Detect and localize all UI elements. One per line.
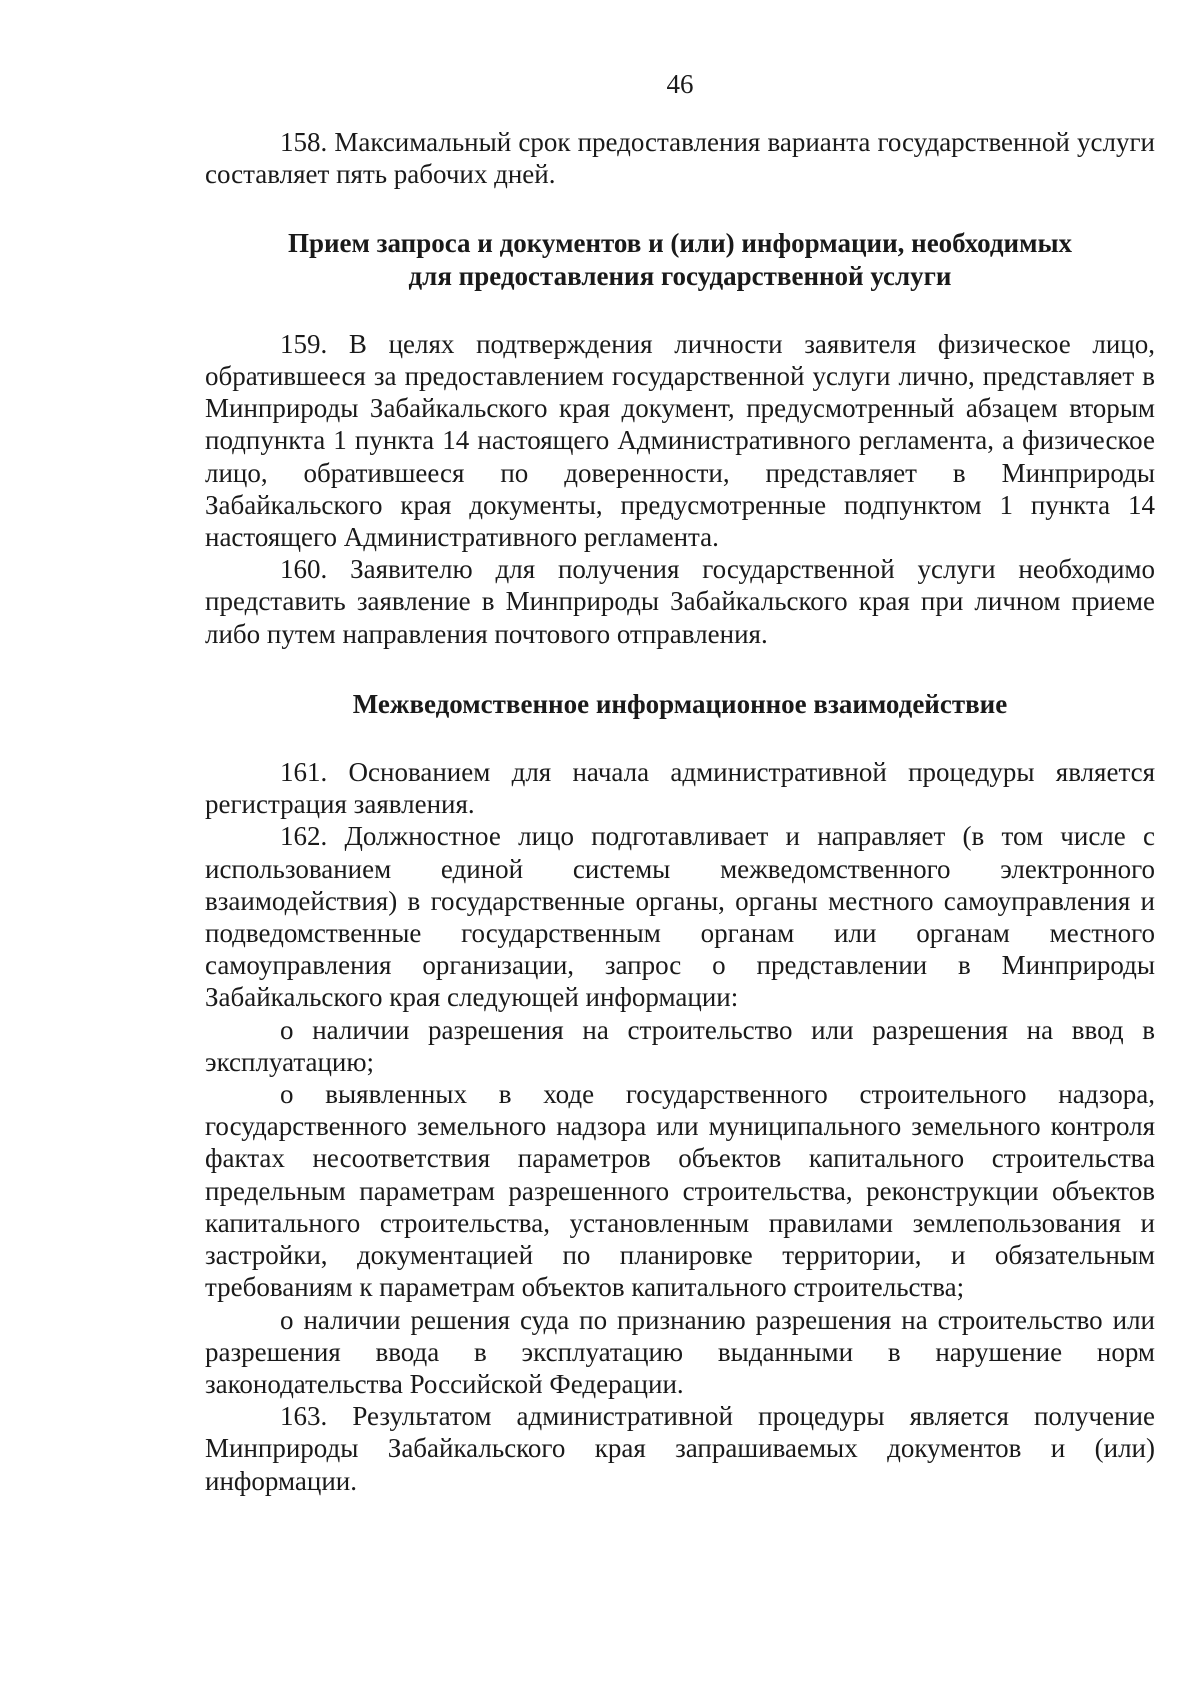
list-item-violations: о выявленных в ходе государственного строительного надзора, государственного земельного надзора или муниципального земельного контроля фактах несоответствия параметров объектов капитального строительства предельным параметрам разрешенного строительства, реконструкции объектов капитального строительства, установленным правилами землепользования и застройки, документацией по планировке территории, и обязательным требованиям к параметрам объектов капитального строительства; xyxy=(205,1079,1155,1303)
heading-line-1: Прием запроса и документов и (или) информации, необходимых xyxy=(287,228,1073,259)
document-body xyxy=(205,126,1155,1497)
section-interagency xyxy=(205,756,1155,1497)
list-item-court-decision: о наличии решения суда по признанию разрешения на строительство или разрешения ввода в эксплуатацию выданными в нарушение норм законодательства Российской Федерации. xyxy=(205,1304,1155,1399)
page-number: 46 xyxy=(666,69,694,99)
paragraph-161: 161. Основанием для начала административной процедуры является регистрация заявления. xyxy=(205,757,1155,820)
paragraph-160: 160. Заявителю для получения государственной услуги необходимо представить заявление в Минприроды Забайкальского края при личном приеме либо путем направления почтового отправления. xyxy=(205,554,1155,649)
section-heading-interagency: Межведомственное информационное взаимодействие xyxy=(352,688,1008,719)
paragraph-162: 162. Должностное лицо подготавливает и направляет (в том числе с использованием единой системы межведомственного электронного взаимодействия) в государственные органы, органы местного самоуправления и подведомственные государственным органам или органам местного самоуправления организации, запрос о представлении в Минприроды Забайкальского края следующей информации: xyxy=(205,821,1155,1013)
paragraph-163: 163. Результатом административной процедуры является получение Минприроды Забайкальского края запрашиваемых документов и (или) информации. xyxy=(205,1401,1155,1496)
paragraph-158: 158. Максимальный срок предоставления варианта государственной услуги составляет пять рабочих дней. xyxy=(205,127,1155,190)
heading-line-2: для предоставления государственной услуги xyxy=(408,260,952,291)
list-item-permit: о наличии разрешения на строительство или разрешения на ввод в эксплуатацию; xyxy=(205,1014,1155,1077)
section-request-intake xyxy=(205,328,1155,650)
paragraph-159: 159. В целях подтверждения личности заявителя физическое лицо, обратившееся за предоставлением государственной услуги лично, представляет в Минприроды Забайкальского края документ, предусмотренный абзацем вторым подпункта 1 пункта 14 настоящего Административного регламента, а физическое лицо, обратившееся по доверенности, представляет в Минприроды Забайкальского края документы, предусмотренные подпунктом 1 пункта 14 настоящего Административного регламента. xyxy=(205,328,1155,553)
section-heading-request-intake xyxy=(205,227,1155,291)
